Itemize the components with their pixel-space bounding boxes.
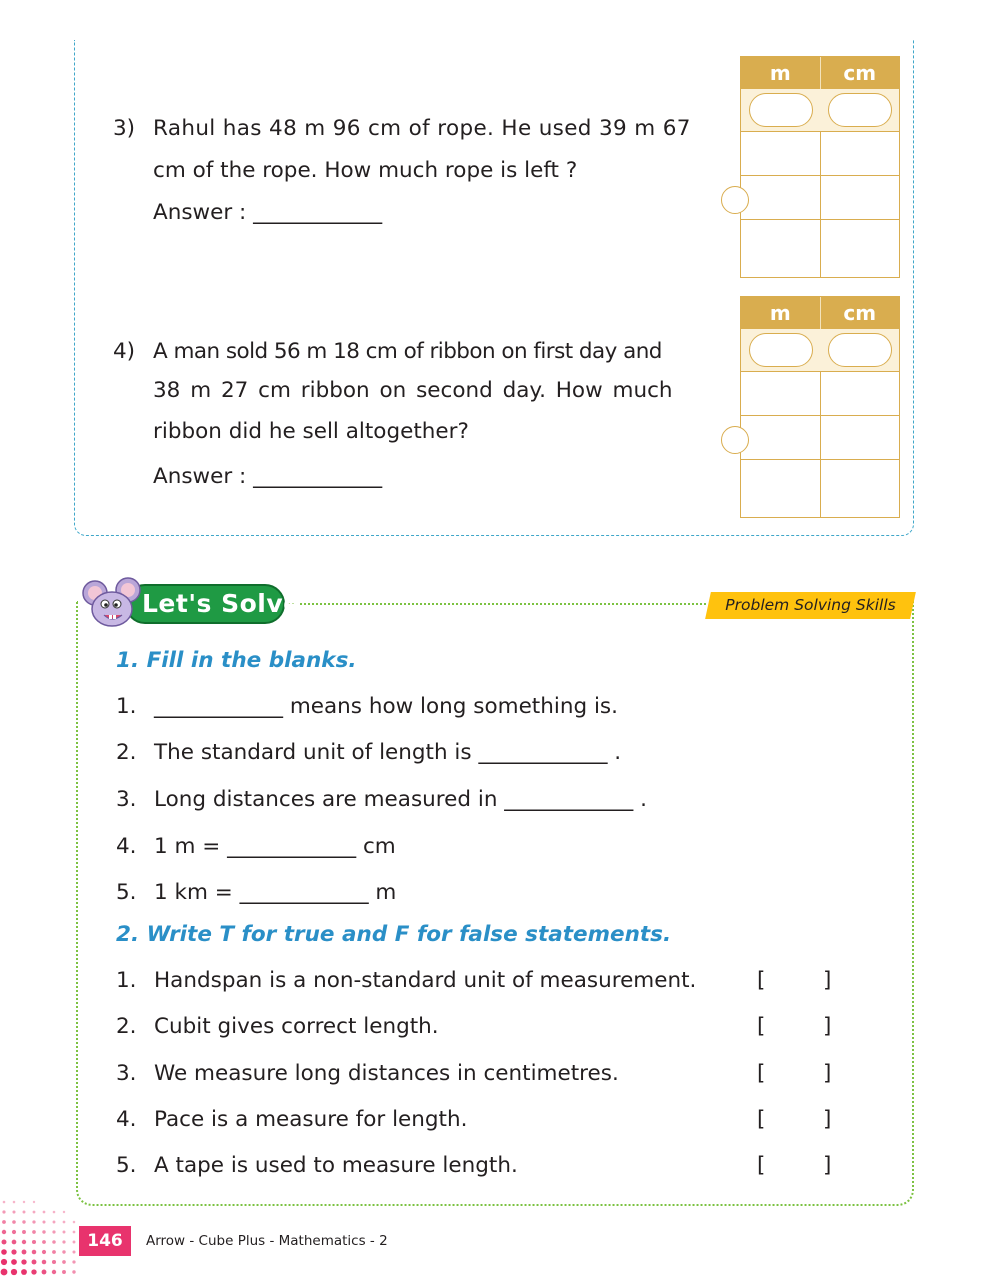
answer-bracket-open[interactable]: [ xyxy=(757,1061,766,1086)
m-answer-oval[interactable] xyxy=(749,333,813,367)
answer-bracket-close[interactable]: ] xyxy=(823,1107,832,1132)
tf-item-number: 1. xyxy=(116,968,137,993)
m-cell[interactable] xyxy=(741,176,821,219)
operation-sign-circle[interactable] xyxy=(721,186,749,214)
tf-item-text: Pace is a measure for length. xyxy=(154,1107,468,1132)
answer-bracket-open[interactable]: [ xyxy=(757,968,766,993)
header-m: m xyxy=(741,57,821,89)
problem-4-line-1: A man sold 56 m 18 cm of ribbon on first day and xyxy=(153,339,662,364)
cm-cell[interactable] xyxy=(821,416,900,459)
fill-item-number: 4. xyxy=(116,834,137,859)
m-cell[interactable] xyxy=(741,132,821,175)
m-cell[interactable] xyxy=(741,220,821,277)
tf-item-text: Handspan is a non-standard unit of measurement. xyxy=(154,968,697,993)
problem-4-column-table xyxy=(740,296,900,518)
table-row xyxy=(741,132,899,176)
problem-4-number: 4) xyxy=(113,339,136,364)
answer-bracket-close[interactable]: ] xyxy=(823,968,832,993)
page-number: 146 xyxy=(79,1226,131,1256)
tf-item-text: A tape is used to measure length. xyxy=(154,1153,518,1178)
lets-solve-title: Let's Solve xyxy=(142,589,301,618)
table-header xyxy=(741,57,899,89)
cm-cell[interactable] xyxy=(821,132,900,175)
cm-cell[interactable] xyxy=(821,176,900,219)
cm-answer-oval[interactable] xyxy=(828,333,892,367)
table-row xyxy=(741,372,899,416)
m-cell[interactable] xyxy=(741,372,821,415)
answer-bracket-close[interactable]: ] xyxy=(823,1061,832,1086)
cm-cell[interactable] xyxy=(821,220,900,277)
fill-item-number: 5. xyxy=(116,880,137,905)
fill-item-text[interactable]: 1 m = ____________ cm xyxy=(154,834,396,859)
lets-solve-top-border xyxy=(288,603,706,605)
header-cm: cm xyxy=(843,61,877,85)
fill-item-number: 2. xyxy=(116,740,137,765)
table-header xyxy=(741,297,899,329)
fill-item-text[interactable]: Long distances are measured in ____________ . xyxy=(154,787,647,812)
answer-bracket-open[interactable]: [ xyxy=(757,1153,766,1178)
section-1-heading: 1. Fill in the blanks. xyxy=(116,648,357,673)
tf-item-text: We measure long distances in centimetres. xyxy=(154,1061,619,1086)
problem-4-answer[interactable]: Answer : ____________ xyxy=(153,464,383,489)
fill-item-text[interactable]: The standard unit of length is ____________ . xyxy=(154,740,622,765)
problem-4-line-3: ribbon did he sell altogether? xyxy=(153,419,469,444)
book-title: Arrow - Cube Plus - Mathematics - 2 xyxy=(146,1233,388,1249)
skills-tag-label: Problem Solving Skills xyxy=(725,596,896,614)
problem-3-number: 3) xyxy=(113,116,136,141)
answer-oval-row xyxy=(741,329,899,372)
m-answer-oval[interactable] xyxy=(749,93,813,127)
table-row xyxy=(741,176,899,220)
fill-item-text[interactable]: ____________ means how long something is. xyxy=(154,694,618,719)
answer-bracket-close[interactable]: ] xyxy=(823,1153,832,1178)
section-2-heading: 2. Write T for true and F for false statements. xyxy=(116,922,672,947)
m-cell[interactable] xyxy=(741,460,821,517)
answer-bracket-open[interactable]: [ xyxy=(757,1107,766,1132)
tf-item-number: 3. xyxy=(116,1061,137,1086)
table-row xyxy=(741,416,899,460)
tf-item-text: Cubit gives correct length. xyxy=(154,1014,439,1039)
mouse-mascot-icon xyxy=(82,577,144,629)
cm-answer-oval[interactable] xyxy=(828,93,892,127)
table-row xyxy=(741,220,899,277)
answer-oval-row xyxy=(741,89,899,132)
decorative-dots-icon xyxy=(0,1188,80,1280)
cm-cell[interactable] xyxy=(821,372,900,415)
problem-3-line-2: cm of the rope. How much rope is left ? xyxy=(153,158,578,183)
problem-3-answer[interactable]: Answer : ____________ xyxy=(153,200,383,225)
m-cell[interactable] xyxy=(741,416,821,459)
tf-item-number: 4. xyxy=(116,1107,137,1132)
table-row xyxy=(741,460,899,517)
fill-item-number: 3. xyxy=(116,787,137,812)
fill-item-number: 1. xyxy=(116,694,137,719)
problem-4-line-2: 38 m 27 cm ribbon on second day. How much xyxy=(153,378,673,403)
header-m: m xyxy=(741,297,821,329)
operation-sign-circle[interactable] xyxy=(721,426,749,454)
answer-bracket-open[interactable]: [ xyxy=(757,1014,766,1039)
cm-cell[interactable] xyxy=(821,460,900,517)
fill-item-text[interactable]: 1 km = ____________ m xyxy=(154,880,397,905)
tf-item-number: 2. xyxy=(116,1014,137,1039)
problem-3-column-table xyxy=(740,56,900,278)
header-cm: cm xyxy=(843,301,877,325)
problem-3-line-1: Rahul has 48 m 96 cm of rope. He used 39 m 67 xyxy=(153,116,691,141)
tf-item-number: 5. xyxy=(116,1153,137,1178)
answer-bracket-close[interactable]: ] xyxy=(823,1014,832,1039)
